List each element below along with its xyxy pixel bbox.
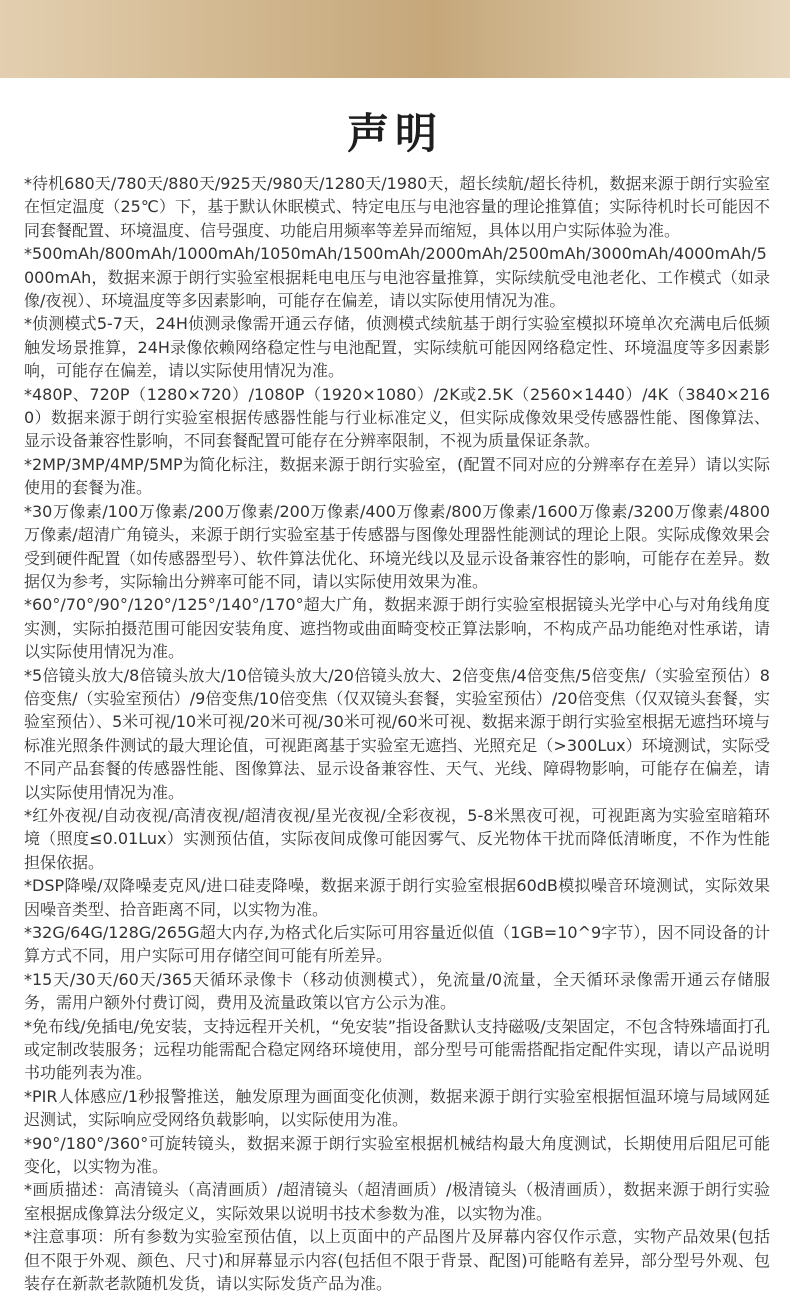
top-decorative-band bbox=[0, 0, 790, 78]
note-night-vision: *红外夜视/自动夜视/高清夜视/超清夜视/星光夜视/全彩夜视，5-8米黑夜可视，可视距离为实验室暗箱环境（照度≤0.01Lux）实测预估值，实际夜间成像可能因雾气、反光物体干扰而降低清晰度，不作为性能担保依据。 bbox=[24, 805, 770, 872]
note-storage: *32G/64G/128G/265G超大内存,为格式化后实际可用容量近似值（1GB=10^9字节），因不同设备的计算方式不同，用户实际可用存储空间可能有所差异。 bbox=[24, 923, 770, 966]
note-attention: *注意事项：所有参数为实验室预估值，以上页面中的产品图片及屏幕内容仅作示意，实物产品效果(包括但不限于外观、颜色、尺寸)和屏幕显示内容(包括但不限于背景、配图)可能略有差异，部分型号外观、包装存在新款老款随机发货，请以实际发货产品为准。 bbox=[24, 1227, 770, 1294]
note-megapixel: *2MP/3MP/4MP/5MP为简化标注，数据来源于朗行实验室，(配置不同对应的分辨率存在差异）请以实际使用的套餐为准。 bbox=[24, 454, 770, 498]
note-battery-capacity: *500mAh/800mAh/1000mAh/1050mAh/1500mAh/2000mAh/2500mAh/3000mAh/4000mAh/5000mAh，数据来源于朗行实验室根据耗电电压与电池容量推算，实际续航受电池老化、工作模式（如录像/夜视）、环境温度等多因素影响，可能存在偏差，请以实际使用情况为准。 bbox=[24, 244, 770, 311]
note-zoom: *5倍镜头放大/8倍镜头放大/10倍镜头放大/20倍镜头放大、2倍变焦/4倍变焦/5倍变焦/（实验室预估）8倍变焦/（实验室预估）/9倍变焦/10倍变焦（仅双镜头套餐，实验室预估）/20倍变焦（仅双镜头套餐，实验室预估）、5米可视/10米可视/20米可视/30米可视/60米可视、数据来源于朗行实验室根据无遮挡环境与标准光照条件测试的最大理论值，可视距离基于实验室无遮挡、光照充足（>300Lux）环境测试，实际受不同产品套餐的传感器性能、图像算法、显示设备兼容性、天气、光线、障碍物影响，可能存在偏差，请以实际使用情况为准。 bbox=[24, 665, 770, 802]
disclaimer-notes bbox=[24, 172, 770, 1296]
note-detection-mode: *侦测模式5-7天，24H侦测录像需开通云存储，侦测模式续航基于朗行实验室模拟环境单次充满电后低频触发场景推算，24H录像依赖网络稳定性与电池配置，实际续航可能因网络稳定性、环境温度等多因素影响，可能存在偏差，请以实际使用情况为准。 bbox=[24, 314, 770, 381]
note-noise-reduction: *DSP降噪/双降噪麦克风/进口硅麦降噪，数据来源于朗行实验室根据60dB模拟噪音环境测试，实际效果因噪音类型、拾音距离不同，以实物为准。 bbox=[24, 876, 770, 919]
note-rotation: *90°/180°/360°可旋转镜头，数据来源于朗行实验室根据机械结构最大角度测试，长期使用后阻尼可能变化，以实物为准。 bbox=[24, 1133, 770, 1177]
note-standby: *待机680天/780天/880天/925天/980天/1280天/1980天，超长续航/超长待机，数据来源于朗行实验室在恒定温度（25℃）下，基于默认休眠模式、特定电压与电池容量的理论推算值；实际待机时长可能因不同套餐配置、环境温度、信号强度、功能启用频率等差异而缩短，具体以用户实际体验为准。 bbox=[24, 174, 770, 240]
note-image-quality: *画质描述：高清镜头（高清画质）/超清镜头（超清画质）/极清镜头（极清画质），数据来源于朗行实验室根据成像算法分级定义，实际效果以说明书技术参数为准，以实物为准。 bbox=[24, 1180, 770, 1223]
note-installation: *免布线/免插电/免安装，支持远程开关机，“免安装”指设备默认支持磁吸/支架固定，不包含特殊墙面打孔或定制改装服务；远程功能需配合稳定网络环境使用，部分型号可能需搭配指定配件实现，请以产品说明书功能列表为准。 bbox=[24, 1016, 770, 1083]
note-resolution: *480P、720P（1280×720）/1080P（1920×1080）/2K或2.5K（2560×1440）/4K（3840×2160）数据来源于朗行实验室根据传感器性能与行业标准定义，但实际成像效果受传感器性能、图像算法、显示设备兼容性影响，不同套餐配置可能存在分辨率限制，不视为质量保证条款。 bbox=[24, 384, 770, 451]
note-wide-angle: *60°/70°/90°/120°/125°/140°/170°超大广角，数据来源于朗行实验室根据镜头光学中心与对角线角度实测，实际拍摄范围可能因安装角度、遮挡物或曲面畸变校正算法影响，不构成产品功能绝对性承诺，请以实际使用情况为准。 bbox=[24, 595, 770, 662]
note-loop-recording: *15天/30天/60天/365天循环录像卡（移动侦测模式），免流量/0流量，全天循环录像需开通云存储服务，需用户额外付费订阅，费用及流量政策以官方公示为准。 bbox=[24, 969, 770, 1013]
note-pir-sensor: *PIR人体感应/1秒报警推送，触发原理为画面变化侦测，数据来源于朗行实验室根据恒温环境与局域网延迟测试，实际响应受网络负载影响，以实际使用为准。 bbox=[24, 1086, 770, 1130]
note-pixel-count: *30万像素/100万像素/200万像素/200万像素/400万像素/800万像素/1600万像素/3200万像素/4800万像素/超清广角镜头，来源于朗行实验室基于传感器与图像处理器性能测试的理论上限。实际成像效果会受到硬件配置（如传感器型号）、软件算法优化、环境光线以及显示设备兼容性的影响，可能存在差异。数据仅为参考，实际输出分辨率可能不同，请以实际使用效果为准。 bbox=[24, 501, 770, 591]
page-title: 声明 bbox=[346, 109, 443, 158]
